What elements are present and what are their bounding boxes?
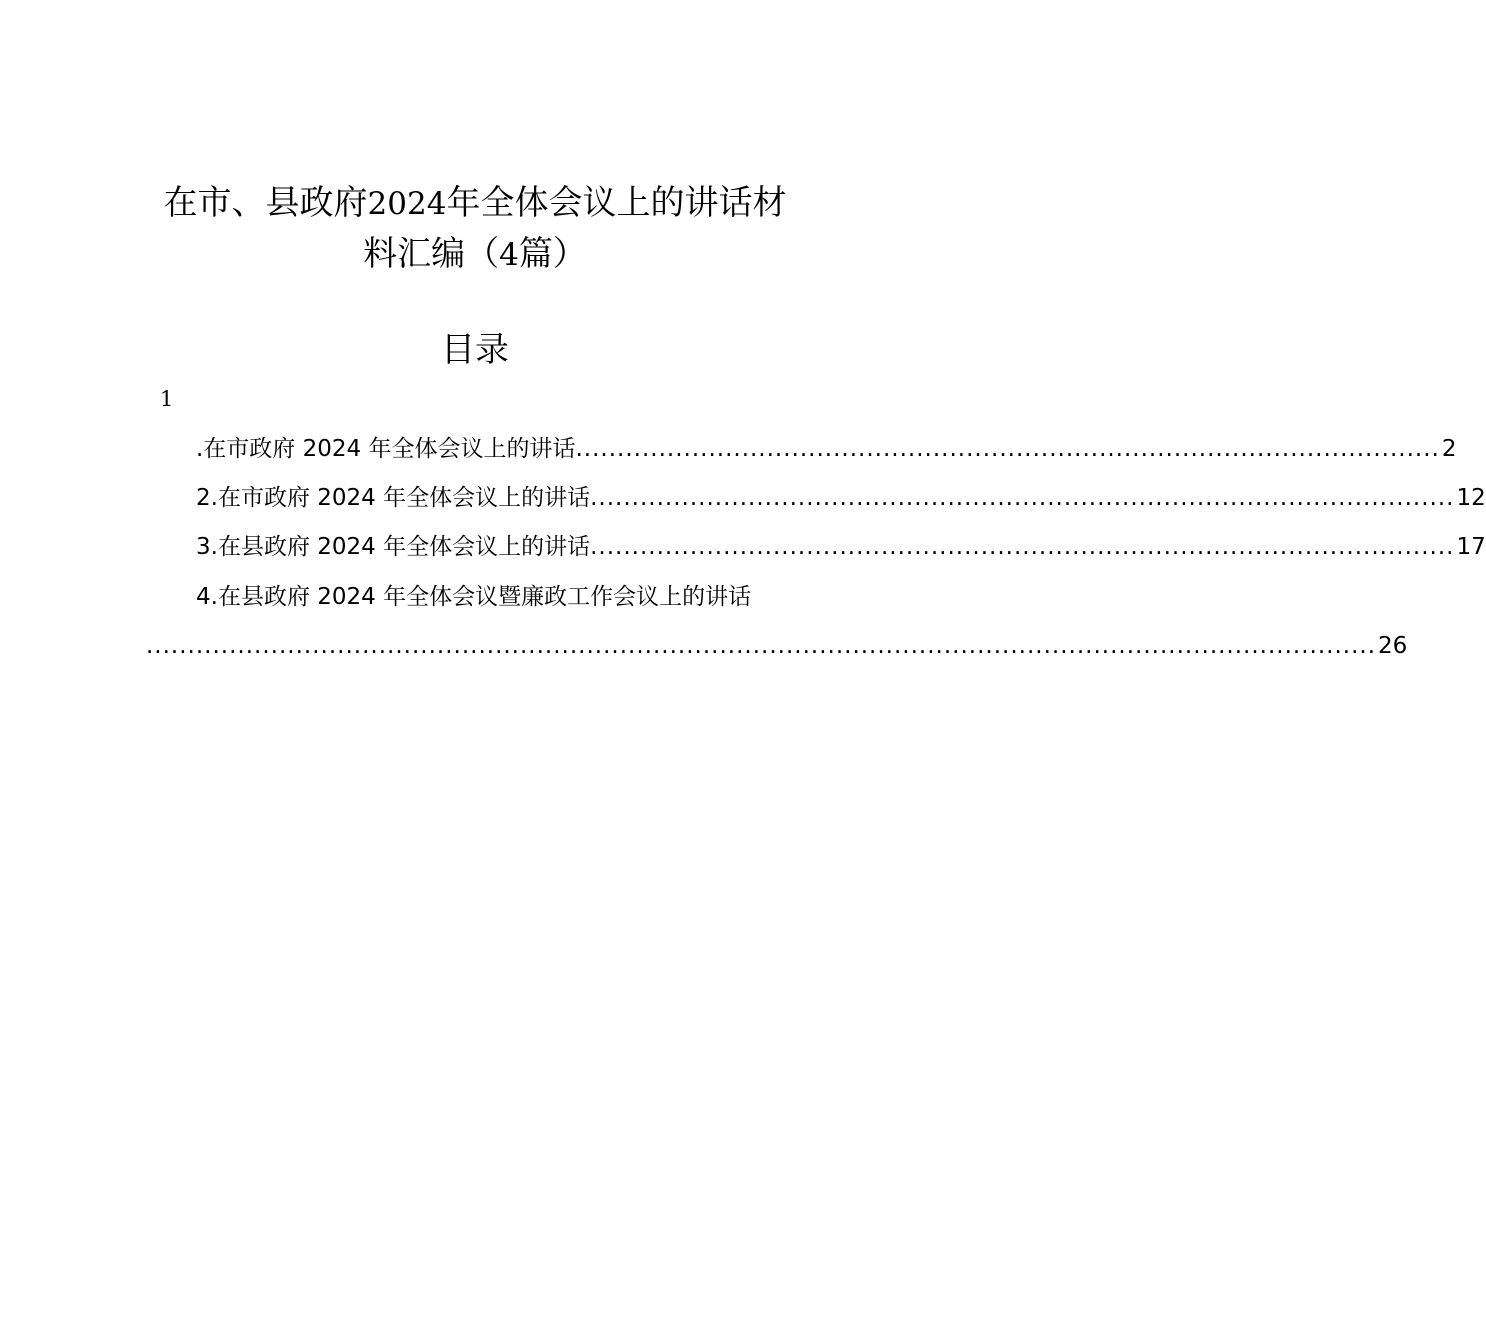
- toc-page-number: 2: [1441, 436, 1457, 462]
- title-line-2-text-a: 料汇编（: [363, 234, 500, 274]
- toc-dot-leader: ........................................................................................................: [590, 534, 1455, 560]
- document-title: [140, 178, 810, 280]
- toc-entry-label: 4.在县政府 2024 年全体会议暨廉政工作会议上的讲话: [196, 584, 752, 610]
- toc-page-number: 26: [1378, 633, 1408, 659]
- toc-entry-label: .在市政府 2024 年全体会议上的讲话: [196, 436, 576, 462]
- toc-entry-4-continuation[interactable]: [146, 629, 1408, 663]
- toc-dot-leader: ........................................................................................................: [590, 485, 1455, 511]
- title-line-2-text-b: 篇）: [518, 234, 587, 274]
- title-line-1-text-a: 在市、县政府: [163, 183, 368, 223]
- toc-entry-label: 2.在市政府 2024 年全体会议上的讲话: [196, 485, 591, 511]
- toc-dot-leader: ........................................................................................................: [575, 436, 1440, 462]
- toc-entry-1[interactable]: [196, 432, 1457, 466]
- toc-entry-label: 3.在县政府 2024 年全体会议上的讲话: [196, 534, 591, 560]
- toc-page-number: 12: [1456, 485, 1486, 511]
- toc-entry-4[interactable]: [196, 580, 805, 614]
- toc-heading: 目录: [441, 330, 509, 370]
- title-year: 2024: [367, 186, 447, 222]
- toc-entry-3[interactable]: [196, 530, 1486, 564]
- title-line-1-text-b: 年全体会议上的讲话材: [446, 183, 787, 223]
- toc-page-number: 17: [1456, 534, 1486, 560]
- toc-dot-leader: ....................................................................................................................................................: [146, 633, 1377, 659]
- title-line-1: [140, 178, 810, 229]
- toc-entry-2[interactable]: [196, 481, 1486, 515]
- title-line-2: [140, 229, 810, 280]
- toc-list-number: 1: [160, 387, 174, 411]
- title-count: 4: [499, 237, 519, 273]
